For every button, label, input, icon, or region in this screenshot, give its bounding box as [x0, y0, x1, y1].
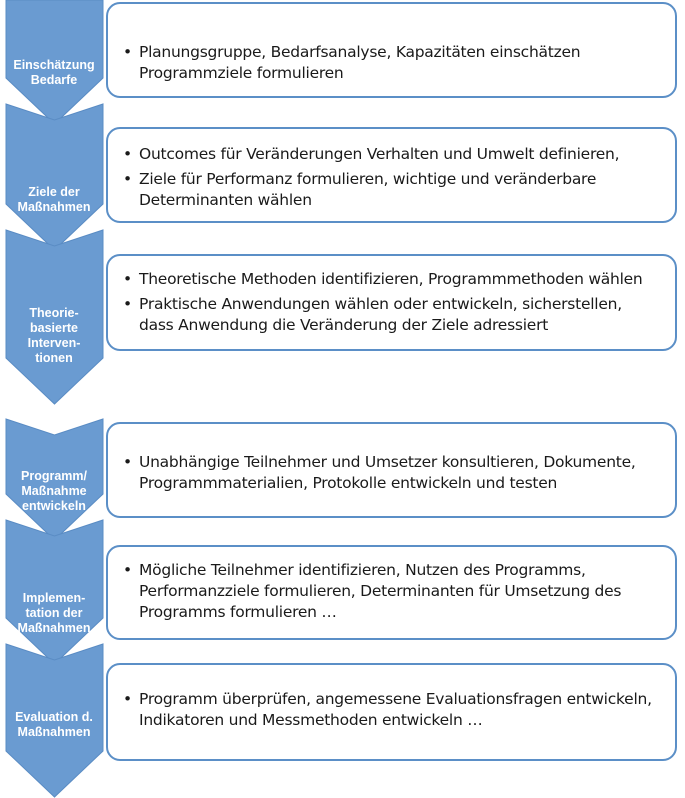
step-5-label-line-1: Implemen- — [22, 591, 86, 605]
step-4-label-line-3: entwickeln — [22, 499, 86, 513]
step-5-bullet-1: • Mögliche Teilnehmer identifizieren, Nutzen des Programms, Performanzziele formulieren, Determinanten für Umsetzung des Programms formulieren … — [120, 560, 661, 623]
step-5-label-line-2: tation der — [25, 606, 83, 620]
step-1-label-line-1: Einschätzung — [13, 58, 95, 72]
step-2-chevron — [6, 104, 103, 250]
step-6-label-line-1: Evaluation d. — [15, 710, 93, 724]
step-3-label-line-1: Theorie- — [29, 306, 79, 320]
step-1-bullet-1: • Planungsgruppe, Bedarfsanalyse, Kapazitäten einschätzen Programmziele formulieren — [120, 42, 661, 84]
step-2-label — [4, 185, 104, 215]
step-6-label-line-2: Maßnahmen — [17, 725, 91, 739]
step-5-bullet-list — [120, 560, 661, 623]
step-4-label — [4, 469, 104, 514]
step-1-label-line-2: Bedarfe — [30, 73, 78, 87]
step-1-box — [106, 2, 677, 98]
step-4-label-line-1: Programm/ — [21, 469, 87, 483]
step-6-bullet-list — [120, 689, 661, 731]
step-2-bullet-1: • Outcomes für Veränderungen Verhalten und Umwelt definieren, — [120, 144, 661, 165]
step-2-label-line-2: Maßnahmen — [17, 200, 91, 214]
step-3-box — [106, 254, 677, 351]
step-6-label — [4, 710, 104, 740]
step-1-label — [4, 58, 104, 88]
step-2-bullet-2: • Ziele für Performanz formulieren, wichtige und veränderbare Determinanten wählen — [120, 169, 661, 211]
step-3-label-line-2: basierte — [30, 321, 78, 335]
step-6-box — [106, 663, 677, 761]
step-4-bullet-1: • Unabhängige Teilnehmer und Umsetzer konsultieren, Dokumente, Programmmaterialien, Protokolle entwickeln und testen — [120, 452, 661, 494]
step-3-label — [4, 306, 104, 366]
step-2-bullet-list — [120, 144, 661, 211]
step-2-box — [106, 127, 677, 223]
step-3-label-line-3: Interven- — [27, 336, 81, 350]
step-4-label-line-2: Maßnahme — [21, 484, 87, 498]
step-5-label — [4, 591, 104, 636]
step-4-box — [106, 422, 677, 518]
step-3-bullet-1: • Theoretische Methoden identifizieren, Programmmethoden wählen — [120, 269, 661, 290]
step-4-bullet-list — [120, 452, 661, 494]
step-3-bullet-list — [120, 269, 661, 336]
step-5-box — [106, 545, 677, 640]
step-3-label-line-4: tionen — [35, 351, 73, 365]
step-1-bullet-list — [120, 42, 661, 84]
step-2-label-line-1: Ziele der — [28, 185, 80, 199]
step-6-bullet-1: • Programm überprüfen, angemessene Evaluationsfragen entwickeln, Indikatoren und Messmethoden entwickeln … — [120, 689, 661, 731]
step-3-bullet-2: • Praktische Anwendungen wählen oder entwickeln, sicherstellen, dass Anwendung die Veränderung der Ziele adressiert — [120, 294, 661, 336]
step-5-label-line-3: Maßnahmen — [17, 621, 91, 635]
